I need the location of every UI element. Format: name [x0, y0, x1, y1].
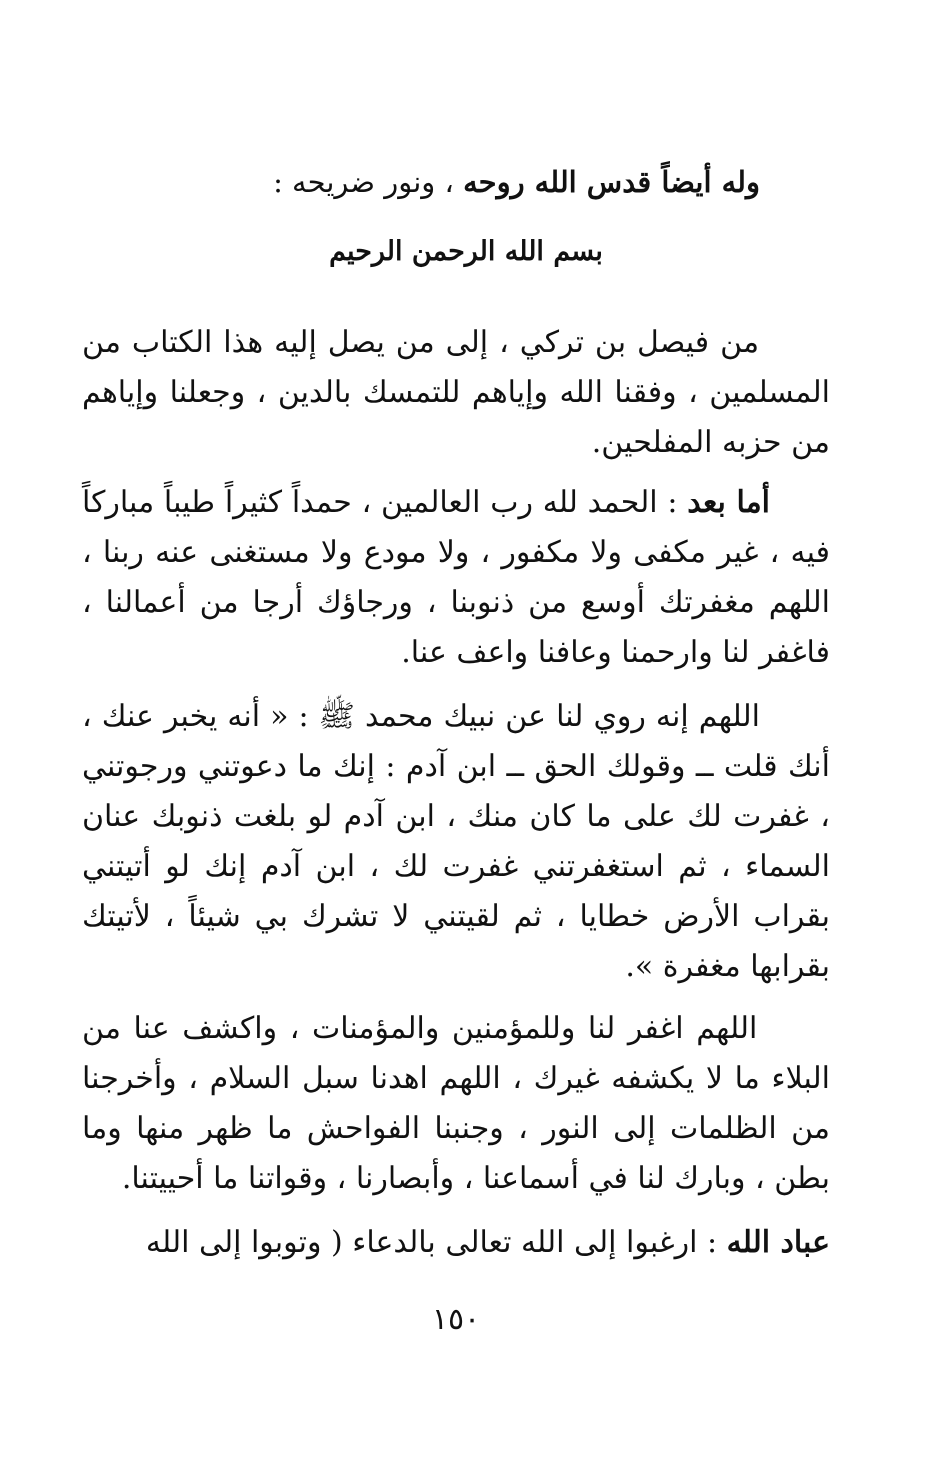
- page-number: ١٥٠: [431, 1302, 481, 1337]
- paragraph-5: [82, 1218, 830, 1268]
- section-heading: [82, 162, 830, 202]
- paragraph-2: [82, 478, 830, 678]
- document-page: [82, 0, 830, 1469]
- paragraph-lead: عباد الله: [726, 1225, 830, 1260]
- paragraph-text: اللهم إنه روي لنا عن نبيك محمد ﷺ : « أنه يخبر عنك ، أنك قلت ــ وقولك الحق ــ ابن آدم : إنك ما دعوتني ورجوتني ، غفرت لك على ما كان منك ، ابن آدم لو بلغت ذنوبك عنان السماء ، ثم استغفرتني غفرت لك ، ابن آدم إنك لو أتيتني بقراب الأرض خطايا ، ثم لقيتني لا تشرك بي شيئاً ، لأتيتك بقرابها مغفرة ».: [82, 699, 830, 984]
- basmala-calligraphy: بسم الله الرحمن الرحيم: [329, 236, 603, 267]
- paragraph-text: اللهم اغفر لنا وللمؤمنين والمؤمنات ، واكشف عنا من البلاء ما لا يكشفه غيرك ، اللهم اهدنا سبل السلام ، وأخرجنا من الظلمات إلى النور ، وجنبنا الفواحش ما ظهر منها وما بطن ، وبارك لنا في أسماعنا ، وأبصارنا ، وقواتنا ما أحييتنا.: [82, 1011, 830, 1196]
- paragraph-text: : الحمد لله رب العالمين ، حمداً كثيراً طيباً مباركاً فيه ، غير مكفى ولا مكفور ، ولا مودع ولا مستغنى عنه ربنا ، اللهم مغفرتك أوسع من ذنوبنا ، ورجاؤك أرجا من أعمالنا ، فاغفر لنا وارحمنا وعافنا واعف عنا.: [82, 485, 830, 670]
- paragraph-1: [82, 318, 830, 468]
- paragraph-3: [82, 692, 830, 992]
- paragraph-4: [82, 1004, 830, 1204]
- paragraph-lead: أما بعد: [687, 485, 771, 520]
- paragraph-text: : ارغبوا إلى الله تعالى بالدعاء ( وتوبوا إلى الله: [145, 1225, 718, 1260]
- heading-bold-part: وله أيضاً قدس الله روحه: [463, 165, 760, 199]
- paragraph-text: من فيصل بن تركي ، إلى من يصل إليه هذا الكتاب من المسلمين ، وفقنا الله وإياهم للتمسك بالدين ، وجعلنا وإياهم من حزبه المفلحين.: [82, 325, 830, 460]
- heading-rest: ، ونور ضريحه :: [273, 165, 454, 199]
